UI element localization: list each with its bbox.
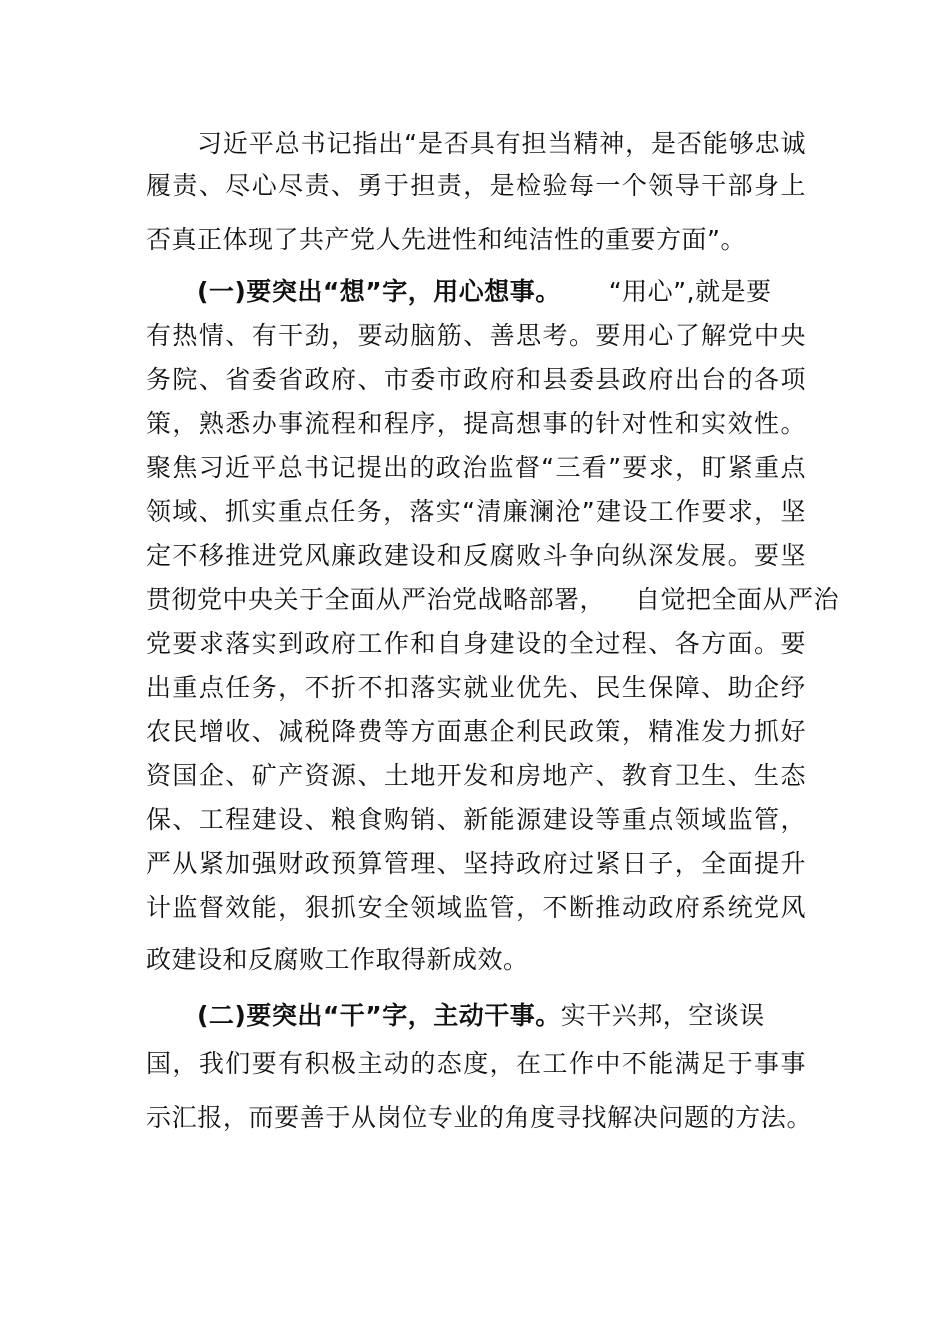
paragraph-3-line-1-rest: 实干兴邦，空谈误 [560,1001,765,1030]
paragraph-3-line-3: 示汇报，而要善于从岗位专业的角度寻找解决问题的方法。 [146,1103,812,1132]
paragraph-2-line-6: 领域、抓实重点任务，落实“清廉澜沧”建设工作要求，坚 [146,497,806,526]
paragraph-2-line-11: 农民增收、减税降费等方面惠企利民政策，精准发力抓好 [146,717,806,746]
paragraph-2-line-3: 务院、省委省政府、市委市政府和县委县政府出台的各项 [146,365,806,394]
paragraph-2-line-1 [197,272,806,312]
paragraph-2-line-7: 定不移推进党风廉政建设和反腐败斗争向纵深发展。要坚 [146,541,806,570]
paragraph-2-line-12: 资国企、矿产资源、土地开发和房地产、教育卫生、生态 [146,761,806,790]
paragraph-2-line-1-rest: “用心”,就是要 [608,277,772,306]
paragraph-1-line-2: 履责、尽心尽责、勇于担责，是检验每一个领导干部身上 [146,171,806,200]
paragraph-2-line-8-tail: 自觉把全面从严治 [635,585,840,614]
paragraph-2-line-8 [146,580,840,620]
paragraph-1-line-1: 习近平总书记指出“是否具有担当精神，是否能够忠诚 [197,129,806,158]
paragraph-3-line-2: 国，我们要有积极主动的态度，在工作中不能满足于事事 [146,1049,806,1078]
paragraph-2-line-9: 党要求落实到政府工作和自身建设的全过程、各方面。要 [146,629,806,658]
section-heading-2: (二)要突出“干”字，主动干事。 [197,1001,561,1030]
paragraph-2-line-8-head: 贯彻党中央关于全面从严治党战略部署， [146,585,606,614]
paragraph-2-line-15: 计监督效能，狠抓安全领域监管，不断推动政府系统党风 [146,893,806,922]
paragraph-2-line-2: 有热情、有干劲，要动脑筋、善思考。要用心了解党中央 [146,321,806,350]
paragraph-2-line-14: 严从紧加强财政预算管理、坚持政府过紧日子，全面提升 [146,849,806,878]
paragraph-2-line-4: 策，熟悉办事流程和程序，提高想事的针对性和实效性。 [146,409,806,438]
section-heading-1: (一)要突出“想”字，用心想事。 [197,277,561,306]
paragraph-2-line-16: 政建设和反腐败工作取得新成效。 [146,945,529,974]
paragraph-2-line-10: 出重点任务，不折不扣落实就业优先、民生保障、助企纾 [146,673,806,702]
paragraph-1-line-3: 否真正体现了共产党人先进性和纯洁性的重要方面”。 [146,225,746,254]
paragraph-3-line-1 [197,996,806,1036]
paragraph-2-line-13: 保、工程建设、粮食购销、新能源建设等重点领域监管， [146,805,806,834]
paragraph-2-line-5: 聚焦习近平总书记提出的政治监督“三看”要求，盯紧重点 [146,453,806,482]
